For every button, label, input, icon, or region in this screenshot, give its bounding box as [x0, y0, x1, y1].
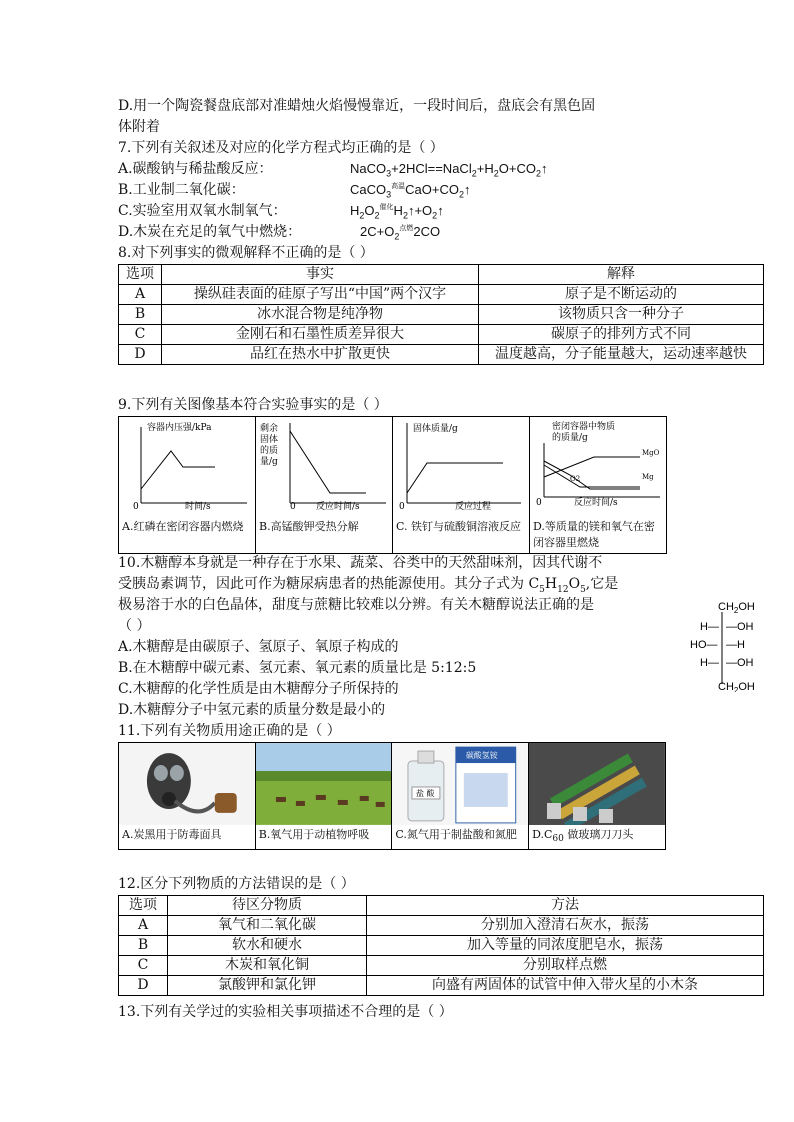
q6-option-d-line1: D.用一个陶瓷餐盘底部对准蜡烛火焰慢慢靠近，一段时间后，盘底会有黑色固	[118, 98, 596, 114]
q12-cell: 软水和硬水	[168, 936, 367, 956]
q12-header-option: 选项	[119, 896, 168, 916]
q8-cell: 冰水混合物是纯净物	[162, 305, 479, 325]
acid-bottle-label: 盐 酸	[416, 788, 435, 798]
q12-header-method: 方法	[367, 896, 764, 916]
q8-table	[118, 264, 764, 365]
q8-cell: B	[119, 305, 162, 325]
graph-b-svg	[256, 417, 392, 511]
struct-top: $CH_2OH$	[718, 601, 755, 615]
q8-cell: 金刚石和石墨性质差异很大	[162, 325, 479, 345]
q10-option-d: D.木糖醇分子中氢元素的质量分数是最小的	[118, 702, 386, 718]
q8-header-option: 选项	[119, 265, 162, 285]
q7-option-d-equation: $2C+O_2^{点燃}2CO$	[360, 224, 441, 242]
q7-option-a-text: A.碳酸钠与稀盐酸反应：	[118, 161, 273, 177]
q9-graph-a	[119, 417, 256, 554]
table-row	[119, 743, 666, 850]
q13-stem: 13.下列有关学过的实验相关事项描述不合理的是（ ）	[118, 1004, 453, 1020]
q12-cell: D	[119, 976, 168, 996]
graph-a-svg	[119, 417, 255, 511]
graph-d-ylabel-1: 密闭容器中物质	[552, 422, 616, 432]
q11-cell-b	[255, 743, 392, 850]
graph-a-origin: 0	[133, 502, 139, 511]
table-row	[119, 285, 764, 305]
q9-graph-c	[393, 417, 530, 554]
table-row	[119, 345, 764, 365]
table-row	[119, 417, 667, 554]
graph-c-xlabel: 反应过程	[455, 502, 492, 511]
graph-a-xlabel: 时间/s	[185, 502, 211, 511]
q7-stem: 7.下列有关叙述及对应的化学方程式均正确的是（ ）	[118, 140, 444, 156]
struct-row2: HO—	[690, 639, 718, 651]
struct-row1: H—	[700, 621, 719, 633]
q11-stem: 11.下列有关物质用途正确的是（ ）	[118, 723, 341, 739]
q8-cell: D	[119, 345, 162, 365]
q11-image-table	[118, 742, 666, 850]
graph-a-ylabel: 容器内压强/kPa	[147, 423, 212, 433]
gas-mask-image	[119, 743, 255, 825]
q8-header-fact: 事实	[162, 265, 479, 285]
q12-cell: 分别加入澄清石灰水，振荡	[367, 916, 764, 936]
graph-b-origin: 0	[290, 502, 296, 511]
graph-d-svg	[530, 417, 666, 511]
q11-caption-c: C.氮气用于制盐酸和氮肥	[395, 828, 517, 841]
graph-b-ylabel-2: 固体	[260, 435, 279, 445]
q12-cell: C	[119, 956, 168, 976]
q8-cell: 碳原子的排列方式不同	[479, 325, 764, 345]
graph-a-caption: A.红磷在密闭容器内燃烧	[122, 520, 244, 533]
table-row	[119, 956, 764, 976]
q11-cell-d	[529, 743, 666, 850]
fertilizer-bag-label: 碳酸氢铵	[466, 751, 499, 761]
q6-option-d-line2: 体附着	[118, 119, 160, 135]
graph-c-ylabel: 固体质量/g	[413, 424, 458, 434]
q10-stem-line2: 受胰岛素调节，因此可作为糖尿病患者的热能源使用。其分子式为 $C_5H_{12}O_5$,它是	[118, 576, 619, 595]
graph-d-caption: D.等质量的镁和氧气在密闭容器里燃烧	[533, 520, 655, 549]
q7-option-b	[118, 180, 245, 200]
q12-header-substance: 待区分物质	[168, 896, 367, 916]
graph-c-svg	[393, 417, 529, 511]
q11-caption-b: B.氧气用于动植物呼吸	[258, 828, 370, 841]
graph-b-ylabel: 剩余	[260, 424, 279, 434]
q8-cell: 原子是不断运动的	[479, 285, 764, 305]
table-row	[119, 936, 764, 956]
graph-d-ylabel-2: 的质量/g	[552, 433, 588, 443]
graph-d-label-o2: O2	[570, 475, 581, 483]
q7-option-c-text: C.实验室用双氧水制氧气：	[118, 203, 287, 219]
table-row	[119, 305, 764, 325]
q11-caption-d: $D.C_{60}$ 做玻璃刀刀头	[532, 828, 634, 845]
q8-cell: C	[119, 325, 162, 345]
table-row	[119, 896, 764, 916]
struct-row2-right: —H	[726, 639, 745, 651]
q12-cell: 氧气和二氧化碳	[168, 916, 367, 936]
struct-bottom: $CH_2OH$	[718, 681, 755, 692]
q7-option-c-equation: $H_2O_2^{催化}H_2↑+O_2↑$	[350, 203, 444, 221]
graph-b-ylabel-3: 的质	[260, 446, 279, 456]
graph-c-caption: C. 铁钉与硫酸铜溶液反应	[396, 520, 522, 533]
q7-option-a-equation: $NaCO_3+2HCl==NaCl_2+H_2O+CO_2↑$	[350, 161, 548, 179]
table-row	[119, 325, 764, 345]
struct-row1-right: —OH	[726, 621, 754, 633]
q12-cell: B	[119, 936, 168, 956]
q12-cell: 分别取样点燃	[367, 956, 764, 976]
struct-row3: H—	[700, 657, 719, 669]
q10-stem-line3: 极易溶于水的白色晶体，甜度与蔗糖比较难以分辨。有关木糖醇说法正确的是	[118, 597, 594, 613]
graph-d-xlabel: 反应时间/s	[574, 498, 618, 508]
graph-b-xlabel: 反应时间/s	[316, 502, 360, 511]
q11-caption-a: A.炭黑用于防毒面具	[122, 828, 222, 841]
q12-stem: 12.区分下列物质的方法错误的是（ ）	[118, 876, 355, 892]
q9-graph-d	[530, 417, 667, 554]
hydrochloric-acid-and-fertilizer-image	[392, 743, 528, 825]
q12-cell: 木炭和氧化铜	[168, 956, 367, 976]
table-row	[119, 916, 764, 936]
graph-d-origin: 0	[536, 498, 542, 508]
q8-cell: 温度越高，分子能量越大，运动速率越快	[479, 345, 764, 365]
q7-option-c	[118, 201, 287, 221]
glass-cutter-image	[529, 743, 665, 825]
q10-stem-line1: 10.木糖醇本身就是一种存在于水果、蔬菜、谷类中的天然甜味剂，因其代谢不	[118, 555, 603, 571]
q8-stem: 8.对下列事实的微观解释不正确的是（ ）	[118, 245, 374, 261]
q7-option-a	[118, 159, 273, 179]
q10-option-c: C.木糖醇的化学性质是由木糖醇分子所保持的	[118, 681, 399, 697]
q9-graph-b	[256, 417, 393, 554]
q12-cell: 向盛有两固体的试管中伸入带火星的小木条	[367, 976, 764, 996]
q10-stem-line4: （ ）	[118, 618, 151, 634]
xylitol-structure	[690, 598, 760, 695]
q9-graph-table	[118, 416, 667, 554]
struct-row3-right: —OH	[726, 657, 754, 669]
q10-option-a: A.木糖醇是由碳原子、氢原子、氧原子构成的	[118, 639, 399, 655]
q8-header-explain: 解释	[479, 265, 764, 285]
q8-cell: A	[119, 285, 162, 305]
graph-b-ylabel-4: 量/g	[260, 457, 278, 467]
table-row	[119, 976, 764, 996]
table-row	[119, 265, 764, 285]
graph-d-label-mg: Mg	[642, 473, 654, 481]
q7-option-b-equation: $CaCO_3^{高温}CaO+CO_2↑$	[350, 182, 471, 200]
q11-cell-a	[119, 743, 256, 850]
xylitol-structure-svg	[690, 598, 760, 692]
q7-option-d-text: D.木炭在充足的氧气中燃烧：	[118, 224, 302, 240]
q8-cell: 操纵硅表面的硅原子写出“中国”两个汉字	[162, 285, 479, 305]
q12-cell: 加入等量的同浓度肥皂水，振荡	[367, 936, 764, 956]
q9-stem: 9.下列有关图像基本符合实验事实的是（ ）	[118, 397, 388, 413]
q7-option-b-text: B.工业制二氧化碳：	[118, 182, 245, 198]
q8-cell: 品红在热水中扩散更快	[162, 345, 479, 365]
graph-c-origin: 0	[399, 502, 405, 511]
graph-b-caption: B.高锰酸钾受热分解	[259, 520, 359, 533]
q7-option-d	[118, 222, 301, 242]
graph-d-label-mgo: MgO	[642, 449, 660, 457]
q12-cell: 氯酸钾和氯化钾	[168, 976, 367, 996]
q12-table	[118, 895, 764, 996]
grassland-image	[256, 743, 392, 825]
q11-cell-c	[392, 743, 529, 850]
q8-cell: 该物质只含一种分子	[479, 305, 764, 325]
q10-option-b: B.在木糖醇中碳元素、氢元素、氧元素的质量比是 5:12:5	[118, 660, 477, 676]
q12-cell: A	[119, 916, 168, 936]
